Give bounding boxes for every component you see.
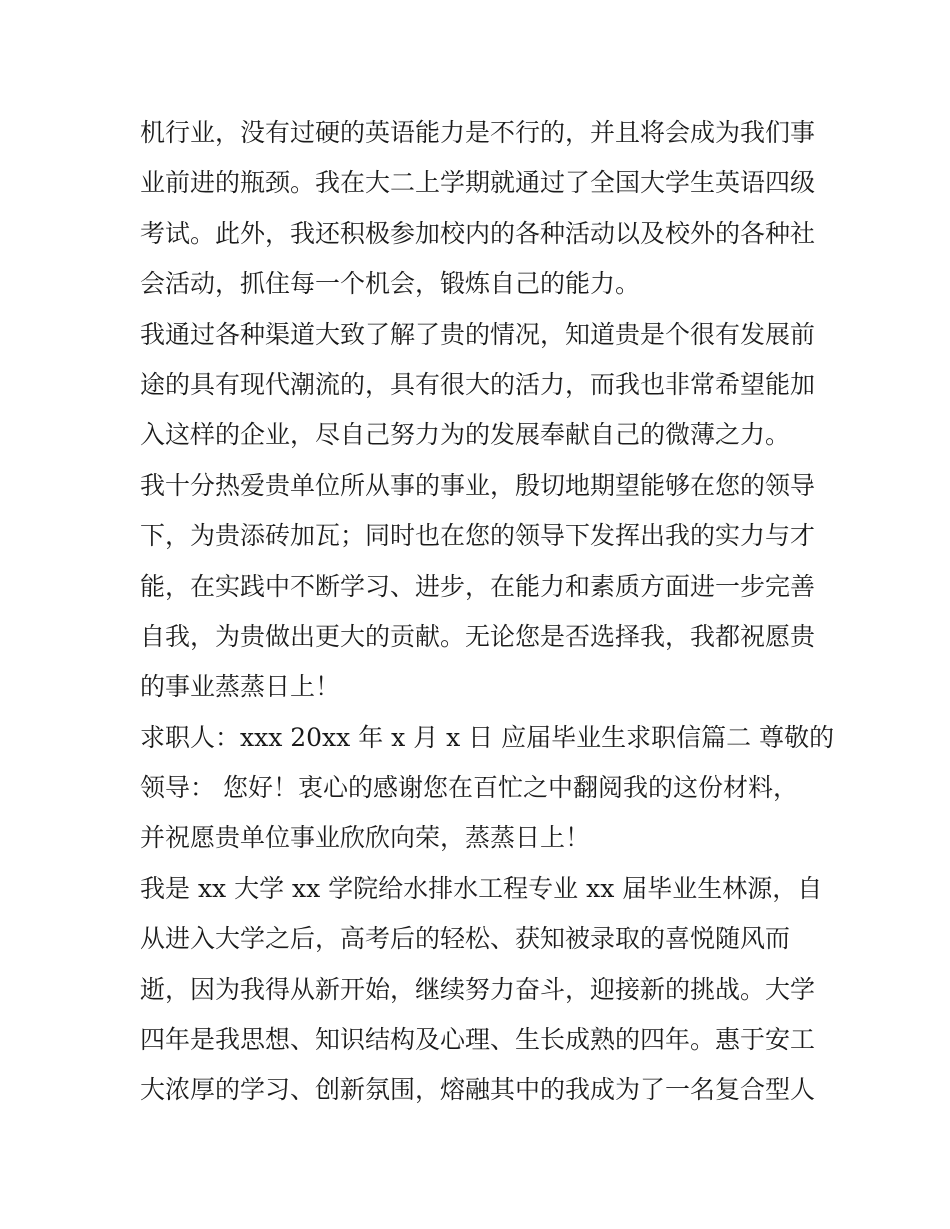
text-line: 业前进的瓶颈。我在大二上学期就通过了全国大学生英语四级	[140, 168, 816, 198]
text-line: 的事业蒸蒸日上！	[140, 672, 341, 702]
text-line: 求职人：xxx 20xx 年 x 月 x 日 应届毕业生求职信篇二 尊敬的	[140, 722, 835, 752]
text-line: 自我，为贵做出更大的贡献。无论您是否选择我，我都祝愿贵	[140, 621, 816, 651]
text-line: 我通过各种渠道大致了解了贵的情况，知道贵是个很有发展前	[140, 319, 816, 349]
text-line: 考试。此外，我还积极参加校内的各种活动以及校外的各种社	[140, 218, 816, 248]
text-line: 并祝愿贵单位事业欣欣向荣，蒸蒸日上！	[140, 823, 591, 853]
text-line: 我是 xx 大学 xx 学院给水排水工程专业 xx 届毕业生林源，自	[140, 873, 823, 903]
text-line: 会活动，抓住每一个机会，锻炼自己的能力。	[140, 269, 641, 299]
text-line: 逝，因为我得从新开始，继续努力奋斗，迎接新的挑战。大学	[140, 974, 816, 1004]
text-line: 下，为贵添砖加瓦；同时也在您的领导下发挥出我的实力与才	[140, 521, 816, 551]
text-line: 领导： 您好！衷心的感谢您在百忙之中翻阅我的这份材料，	[140, 773, 798, 803]
text-line: 从进入大学之后，高考后的轻松、获知被录取的喜悦随风而	[140, 924, 791, 954]
text-line: 我十分热爱贵单位所从事的事业，殷切地期望能够在您的领导	[140, 470, 816, 500]
text-line: 四年是我思想、知识结构及心理、生长成熟的四年。惠于安工	[140, 1025, 816, 1055]
document-body	[140, 108, 835, 1116]
text-line: 大浓厚的学习、创新氛围，熔融其中的我成为了一名复合型人	[140, 1075, 816, 1105]
text-line: 机行业，没有过硬的英语能力是不行的，并且将会成为我们事	[140, 118, 816, 147]
text-line: 途的具有现代潮流的，具有很大的活力，而我也非常希望能加	[140, 369, 816, 399]
text-line: 能，在实践中不断学习、进步，在能力和素质方面进一步完善	[140, 571, 816, 601]
text-line: 入这样的企业，尽自己努力为的发展奉献自己的微薄之力。	[140, 420, 791, 450]
